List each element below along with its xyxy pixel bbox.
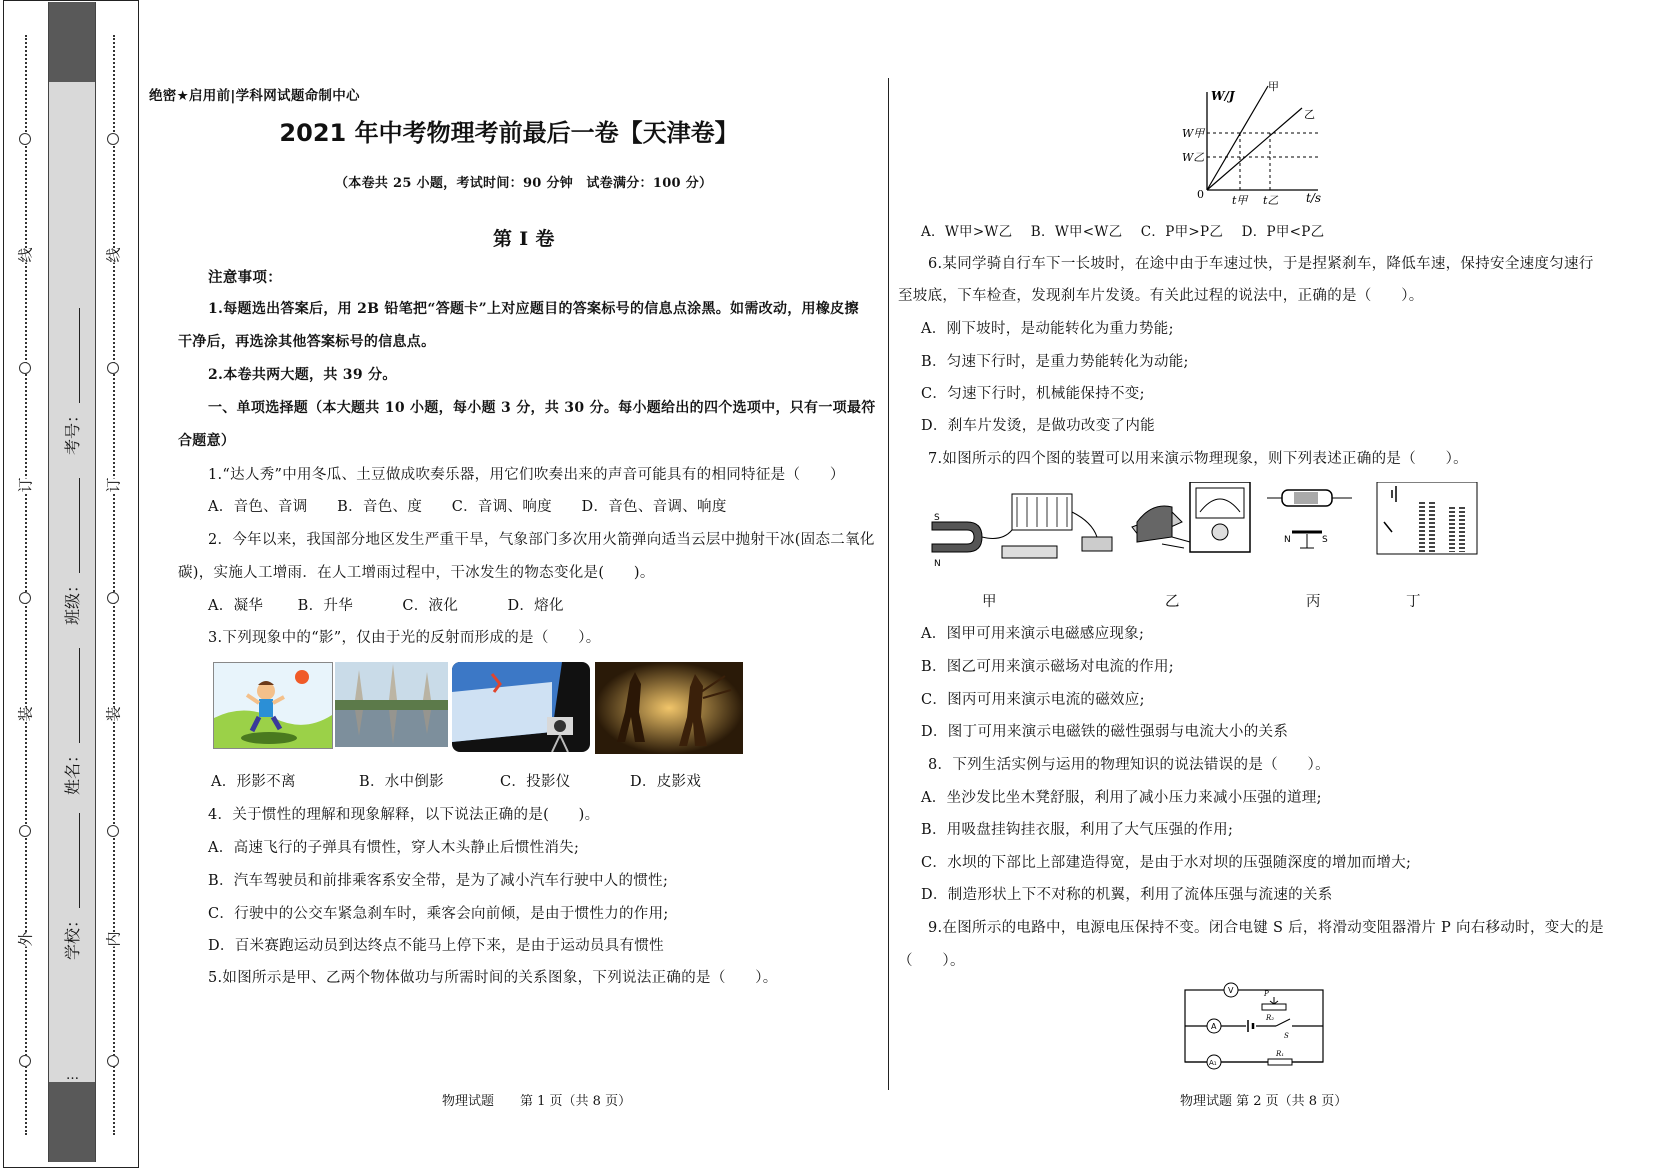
section-1a: 一、单项选择题（本大题共 10 小题，每小题 3 分，共 30 分。每小题给出的四个选项中，只有一项最符	[208, 400, 876, 416]
outer-label: 装	[16, 706, 35, 722]
question-3-option-a: A．形影不离	[211, 774, 296, 790]
svg-text:N: N	[1284, 535, 1291, 545]
q5-graph	[1180, 80, 1330, 210]
svg-text:R₁: R₁	[1276, 1050, 1285, 1058]
inner-label: 线	[104, 247, 123, 263]
circle-mark	[19, 592, 31, 604]
q5-ylabel: W/J	[1211, 89, 1235, 103]
question-5-options: A．W甲>W乙 B．W甲<W乙 C．P甲>P乙 D．P甲<P乙	[921, 224, 1325, 240]
outer-cut-line	[25, 35, 27, 1135]
q9-circuit	[1180, 980, 1330, 1070]
inner-label: 订	[104, 477, 123, 493]
apparatus-jia	[932, 494, 1112, 569]
circle-mark	[19, 825, 31, 837]
q5-t1: t甲	[1232, 194, 1248, 207]
name-field[interactable]: 姓名：	[60, 648, 83, 795]
exam-info: （本卷共 25 小题，考试时间：90 分钟 试卷满分：100 分）	[335, 176, 713, 191]
school-field[interactable]: 学校：	[60, 813, 83, 960]
outer-label: 外	[16, 931, 35, 947]
question-7-b: B．图乙可用来演示磁场对电流的作用;	[921, 659, 1174, 675]
question-6a: 6.某同学骑自行车下一长坡时，在途中由于车速过快，于是捏紧刹车，降低车速，保持安全速度匀速行	[928, 256, 1594, 272]
question-2b: 碳)，实施人工增雨．在人工增雨过程中，干冰发生的物态变化是( )。	[178, 565, 655, 581]
question-8-d: D．制造形状上下不对称的机翼，利用了流体压强与流速的关系	[921, 887, 1333, 903]
apparatus-bing	[1267, 490, 1352, 548]
svg-text:N: N	[934, 559, 941, 569]
question-7: 7.如图所示的四个图的装置可以用来演示物理现象，则下列表述正确的是（ ）。	[928, 451, 1468, 467]
inner-label: 装	[104, 706, 123, 722]
inner-label: 内	[104, 931, 123, 947]
gray-band-top	[49, 2, 95, 82]
footer-right: 物理试题 第 2 页（共 8 页）	[1180, 1094, 1348, 1109]
secret-label: 绝密★启用前|学科网试题命制中心	[149, 88, 360, 104]
question-8-b: B．用吸盘挂钩挂衣服，利用了大气压强的作用;	[921, 822, 1234, 838]
inner-cut-line	[113, 35, 115, 1135]
question-6-a: A．刚下坡时，是动能转化为重力势能;	[921, 321, 1174, 337]
page-title: 2021 年中考物理考前最后一卷【天津卷】	[279, 119, 739, 147]
page-divider	[888, 78, 889, 1090]
q7-label-bing: 丙	[1306, 594, 1321, 610]
binding-margin	[0, 0, 140, 1169]
svg-text:A: A	[1211, 1022, 1217, 1031]
circle-mark	[107, 362, 119, 374]
circle-mark	[19, 362, 31, 374]
image-pagoda-reflection	[335, 662, 448, 747]
svg-text:R₂: R₂	[1266, 1014, 1275, 1022]
circle-mark	[107, 825, 119, 837]
question-8-c: C．水坝的下部比上部建造得宽，是由于水对坝的压强随深度的增加而增大;	[921, 855, 1412, 871]
question-9b: （ ）。	[898, 953, 965, 969]
question-6-c: C．匀速下行时，机械能保持不变;	[921, 386, 1145, 402]
notes-heading: 注意事项：	[208, 269, 282, 286]
footer-left: 物理试题 第 1 页（共 8 页）	[442, 1094, 632, 1109]
outer-label: 订	[16, 477, 35, 493]
circle-mark	[107, 592, 119, 604]
question-4-d: D．百米赛跑运动员到达终点不能马上停下来，是由于运动员具有惯性	[208, 938, 664, 954]
q5-w2: W乙	[1182, 151, 1205, 164]
q7-label-jia: 甲	[982, 594, 997, 610]
volume-heading: 第 I 卷	[493, 228, 555, 250]
q7-apparatus-figure	[922, 482, 1482, 574]
q5-t2: t乙	[1263, 194, 1279, 207]
note-2: 2.本卷共两大题，共 39 分。	[208, 367, 397, 383]
apparatus-yi	[1132, 482, 1250, 552]
note-1a: 1.每题选出答案后，用 2B 铅笔把“答题卡”上对应题目的答案标号的信息点涂黑。如需改动，用橡皮擦	[208, 301, 859, 317]
question-6-b: B．匀速下行时，是重力势能转化为动能;	[921, 354, 1189, 370]
circle-mark	[107, 1055, 119, 1067]
question-5: 5.如图所示是甲、乙两个物体做功与所需时间的关系图象，下列说法正确的是（ ）。	[208, 970, 778, 986]
gray-band-bottom	[49, 1082, 95, 1162]
image-projector	[452, 662, 590, 752]
exam-number-field[interactable]: 考号：	[60, 308, 83, 455]
question-3-option-c: C．投影仪	[500, 774, 571, 790]
question-4: 4．关于惯性的理解和现象解释，以下说法正确的是( )。	[208, 807, 600, 823]
question-6-d: D．刹车片发烫，是做功改变了内能	[921, 418, 1155, 434]
q5-origin: 0	[1197, 188, 1204, 201]
question-3-option-b: B．水中倒影	[359, 774, 444, 790]
question-9a: 9.在图所示的电路中，电源电压保持不变。闭合电键 S 后，将滑动变阻器滑片 P 向右移动时，变大的是	[928, 920, 1604, 936]
question-7-d: D．图丁可用来演示电磁铁的磁性强弱与电流大小的关系	[921, 724, 1289, 740]
question-6b: 至坡底，下车检查，发现刹车片发烫。有关此过程的说法中，正确的是（ ）。	[898, 288, 1424, 304]
circle-mark	[19, 133, 31, 145]
svg-text:P: P	[1264, 990, 1269, 998]
outer-label: 线	[16, 247, 35, 263]
question-2a: 2．今年以来，我国部分地区发生严重干旱，气象部门多次用火箭弹向适当云层中抛射干冰(固态二氧化	[208, 532, 875, 548]
question-1: 1.“达人秀”中用冬瓜、土豆做成吹奏乐器，用它们吹奏出来的声音可能具有的相同特征是（ ）	[208, 467, 845, 483]
q5-w1: W甲	[1182, 127, 1205, 140]
svg-text:S: S	[1322, 535, 1328, 545]
class-field[interactable]: 班级：	[60, 478, 83, 625]
question-7-a: A．图甲可用来演示电磁感应现象;	[921, 626, 1145, 642]
question-8: 8．下列生活实例与运用的物理知识的说法错误的是（ ）。	[928, 757, 1330, 773]
question-2-options: A．凝华 B．升华 C．液化 D．熔化	[208, 598, 564, 614]
svg-text:S: S	[934, 513, 940, 523]
q5-line-yi	[1207, 108, 1302, 190]
question-7-c: C．图丙可用来演示电流的磁效应;	[921, 692, 1145, 708]
question-3: 3.下列现象中的“影”，仅由于光的反射而形成的是（ ）。	[208, 630, 601, 646]
svg-text:V: V	[1228, 986, 1234, 995]
circle-mark	[19, 1055, 31, 1067]
q5-label-yi: 乙	[1304, 108, 1315, 121]
circle-mark	[107, 133, 119, 145]
svg-text:A₁: A₁	[1209, 1059, 1217, 1067]
margin-dots: …	[66, 1068, 79, 1083]
question-4-a: A．高速飞行的子弹具有惯性，穿人木头静止后惯性消失;	[208, 840, 580, 856]
q5-label-jia: 甲	[1268, 80, 1279, 93]
apparatus-ding	[1377, 482, 1477, 554]
note-1b: 干净后，再选涂其他答案标号的信息点。	[178, 334, 436, 350]
q7-label-ding: 丁	[1406, 594, 1421, 610]
question-1-options: A．音色、音调 B．音色、度 C．音调、响度 D．音色、音调、响度	[208, 499, 727, 515]
image-shadow-puppet	[595, 662, 743, 754]
rheostat-r2	[1262, 1004, 1286, 1010]
question-8-a: A．坐沙发比坐木凳舒服，利用了减小压力来减小压强的道理;	[921, 790, 1322, 806]
q7-label-yi: 乙	[1165, 594, 1180, 610]
question-4-b: B．汽车驾驶员和前排乘客系安全带，是为了减小汽车行驶中人的惯性;	[208, 873, 669, 889]
question-3-option-d: D．皮影戏	[630, 774, 702, 790]
svg-text:S: S	[1284, 1032, 1289, 1040]
question-4-c: C．行驶中的公交车紧急刹车时，乘客会向前倾，是由于惯性力的作用;	[208, 906, 669, 922]
section-1b: 合题意）	[178, 433, 236, 449]
image-shadow-boy	[213, 662, 333, 749]
resistor-r1	[1268, 1059, 1292, 1065]
q5-xlabel: t/s	[1306, 191, 1322, 205]
